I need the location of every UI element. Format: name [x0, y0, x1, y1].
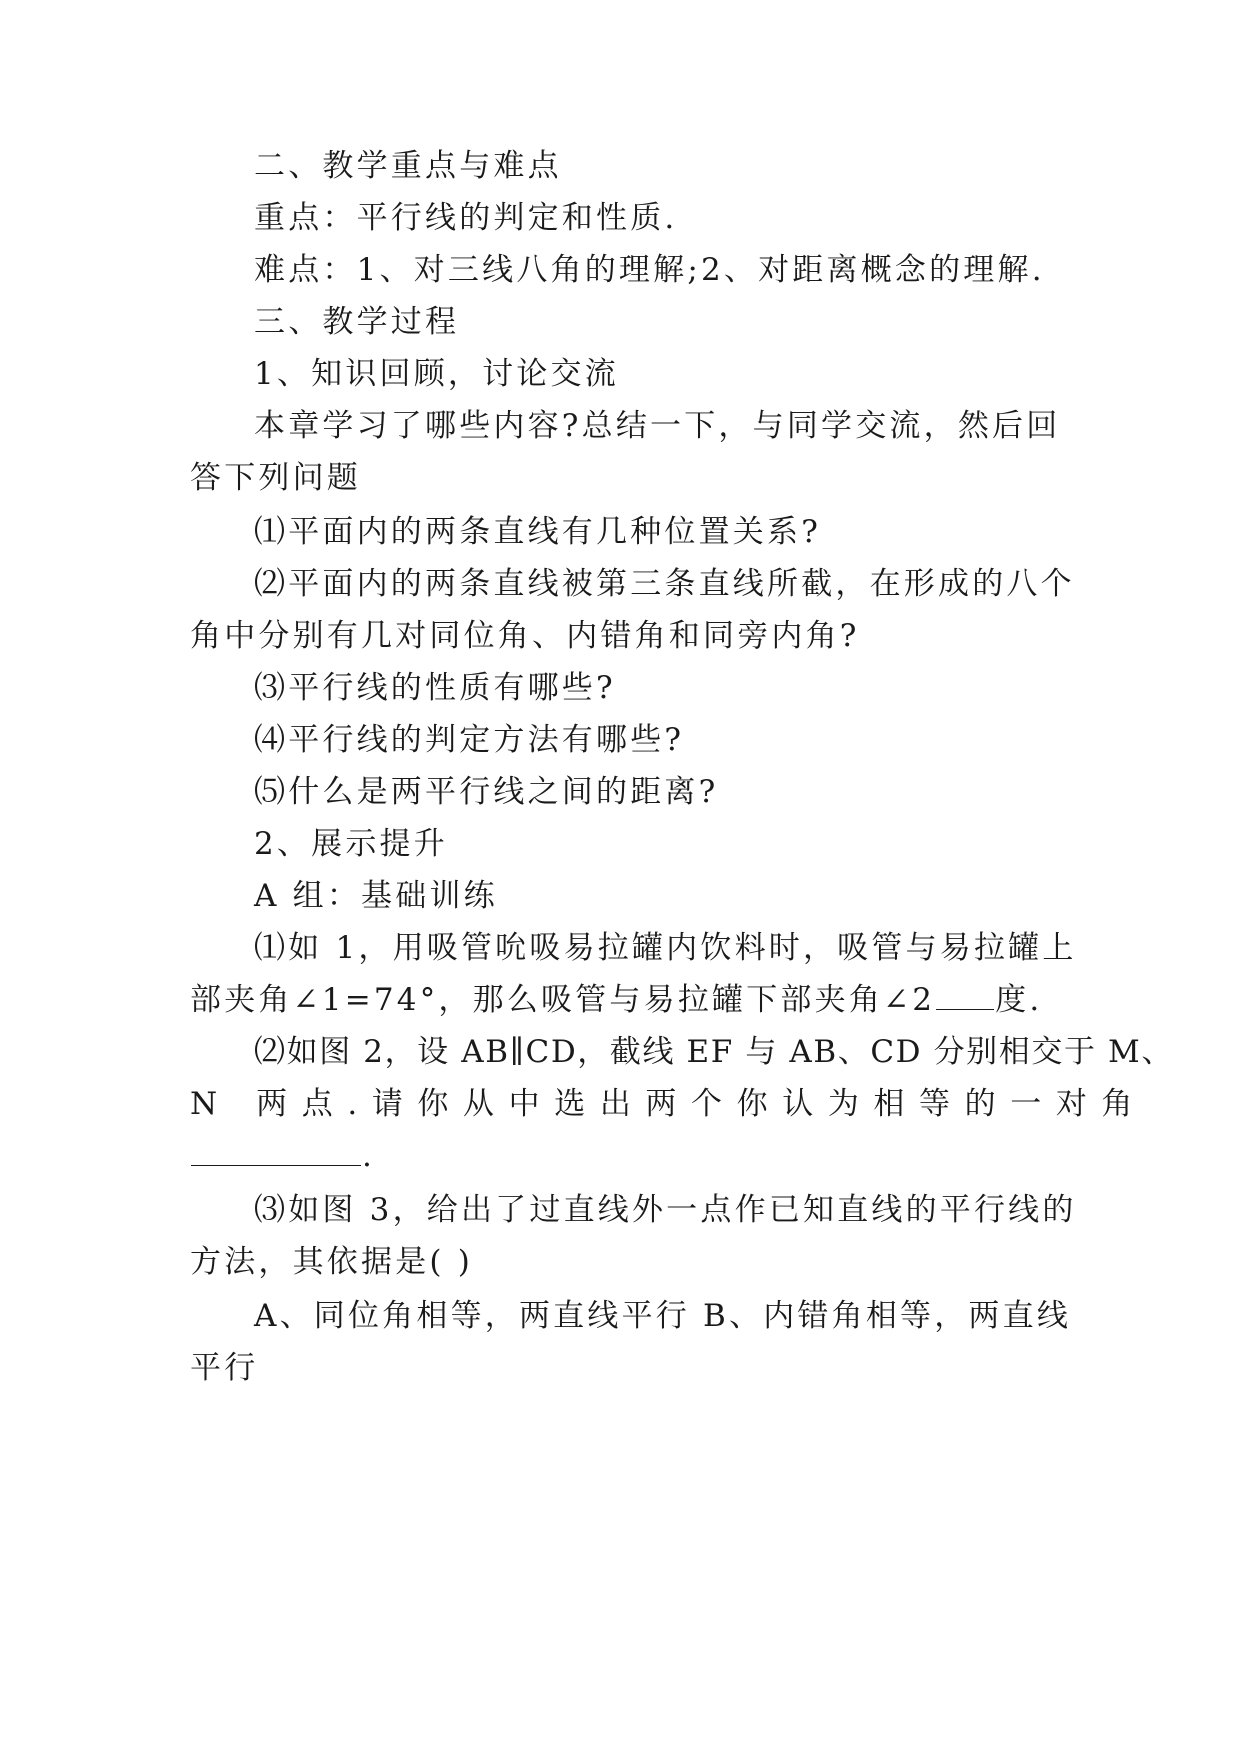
question-1: ⑴平面内的两条直线有几种位置关系? [254, 514, 822, 550]
exercise-2-end: . [362, 1138, 376, 1174]
answer-blank-1 [936, 983, 994, 1010]
difficulties: 难点：1、对三线八角的理解;2、对距离概念的理解. [254, 252, 1045, 288]
options-line2: 平行 [190, 1350, 259, 1386]
exercise-2-line3 [190, 1136, 375, 1176]
answer-blank-2 [191, 1139, 361, 1166]
exercise-3-line1: ⑶如图 3，给出了过直线外一点作已知直线的平行线的 [254, 1192, 1077, 1228]
section-heading-3: 三、教学过程 [254, 304, 460, 340]
key-points: 重点：平行线的判定和性质. [254, 200, 678, 236]
exercise-1-line2 [190, 980, 1042, 1020]
exercise-2-line1: ⑵如图 2，设 AB∥CD，截线 EF 与 AB、CD 分别相交于 M、 [254, 1034, 1174, 1070]
exercise-1-line1: ⑴如 1，用吸管吮吸易拉罐内饮料时，吸管与易拉罐上 [254, 930, 1077, 966]
step1-title: 1、知识回顾，讨论交流 [254, 356, 619, 392]
document-page [190, 0, 1174, 1754]
group-a-title: A 组：基础训练 [254, 878, 498, 914]
step2-title: 2、展示提升 [254, 826, 448, 862]
exercise-3-line2: 方法，其依据是( ) [190, 1244, 474, 1280]
section-heading-2: 二、教学重点与难点 [254, 148, 562, 184]
question-2-line1: ⑵平面内的两条直线被第三条直线所截，在形成的八个 [254, 566, 1075, 602]
exercise-1-unit: 度. [995, 982, 1043, 1018]
question-3: ⑶平行线的性质有哪些? [254, 670, 616, 706]
intro-paragraph-line1: 本章学习了哪些内容?总结一下，与同学交流，然后回 [254, 408, 1061, 444]
options-line1: A、同位角相等，两直线平行 B、内错角相等，两直线 [254, 1298, 1072, 1334]
question-2-line2: 角中分别有几对同位角、内错角和同旁内角? [190, 618, 860, 654]
exercise-2-line2: N 两点.请你从中选出两个你认为相等的一对角 [190, 1086, 1148, 1122]
question-5: ⑸什么是两平行线之间的距离? [254, 774, 719, 810]
question-4: ⑷平行线的判定方法有哪些? [254, 722, 685, 758]
intro-paragraph-line2: 答下列问题 [190, 460, 361, 496]
exercise-1-text: 部夹角∠1=74°，那么吸管与易拉罐下部夹角∠2 [190, 982, 936, 1018]
